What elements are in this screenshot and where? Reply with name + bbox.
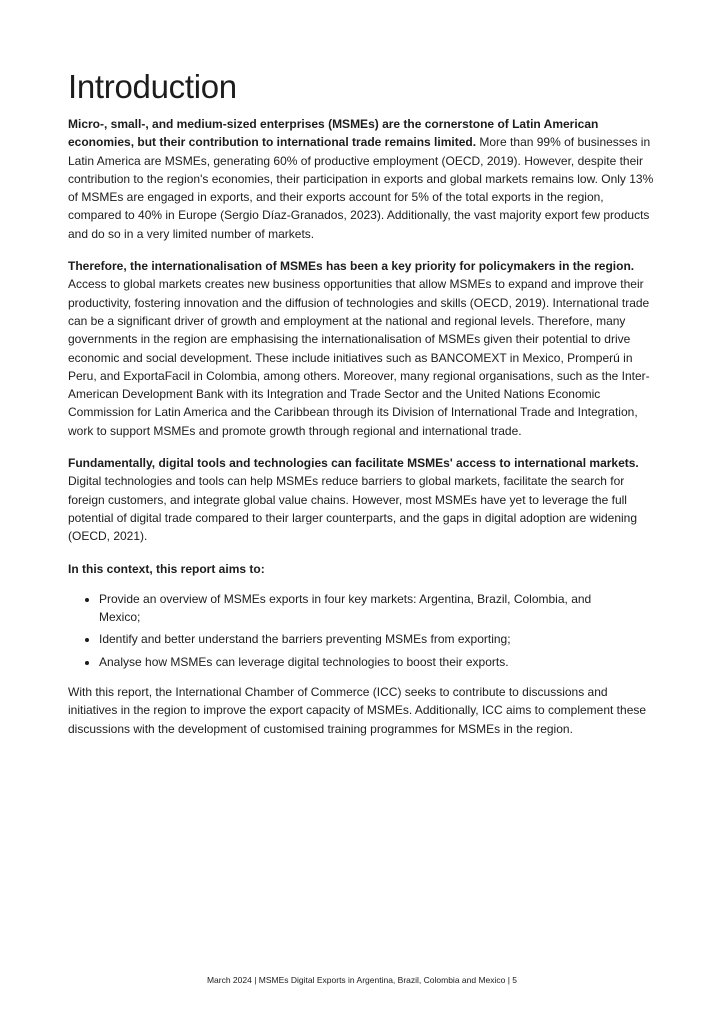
paragraph-lead: Therefore, the internationalisation of MSMEs has been a key priority for policymakers in the region. bbox=[68, 259, 635, 274]
paragraph-lead: Micro-, small-, and medium-sized enterprises (MSMEs) are the cornerstone of Latin American economies, but their contribution to international trade remains limited. bbox=[68, 117, 599, 150]
paragraph-msmes-overview bbox=[68, 115, 658, 243]
paragraph-body: More than 99% of businesses in Latin America are MSMEs, generating 60% of productive employment (OECD, 2019). However, despite their contribution to the region's economies, their participation in exports and global markets remains low. Only 13% of MSMEs are engaged in exports, and their exports account for 5% of the total exports in the region, compared to 40% in Europe (Sergio Díaz-Granados, 2023). Additionally, the vast majority export few products and do so in a very limited number of markets. bbox=[68, 135, 654, 241]
paragraph-internationalisation bbox=[68, 257, 658, 440]
paragraph-closing: With this report, the International Chamber of Commerce (ICC) seeks to contribute to discussions and initiatives in the region to improve the export capacity of MSMEs. Additionally, ICC aims to complement these discussions with the development of customised training programmes for MSMEs in the region. bbox=[68, 685, 647, 736]
paragraph-body: Access to global markets creates new business opportunities that allow MSMEs to expand and improve their productivity, fostering innovation and the diffusion of technologies and skills (OECD, 2019). International trade can be a significant driver of growth and employment at the national and regional levels. Therefore, many governments in the region are emphasising the internationalisation of MSMEs given their potential to drive economic and social development. These include initiatives such as BANCOMEXT in Mexico, Promperú in Peru, and ExportaFacil in Colombia, among others. Moreover, many regional organisations, such as the Inter-American Development Bank with its Integration and Trade Sector and the United Nations Economic Commission for Latin America and the Caribbean through its Division of International Trade and Integration, work to support MSMEs and promote growth through regional and international trade. bbox=[68, 277, 650, 438]
paragraph-lead: Fundamentally, digital tools and technologies can facilitate MSMEs' access to international markets. bbox=[68, 456, 639, 471]
list-item: Identify and better understand the barriers preventing MSMEs from exporting; bbox=[99, 630, 658, 648]
aims-heading: In this context, this report aims to: bbox=[68, 561, 265, 576]
list-item: Provide an overview of MSMEs exports in four key markets: Argentina, Brazil, Colombia, and Mexico; bbox=[99, 590, 658, 627]
paragraph-body: Digital technologies and tools can help MSMEs reduce barriers to global markets, facilitate the search for foreign customers, and integrate global value chains. However, most MSMEs have yet to leverage the full potential of digital trade compared to their larger counterparts, and the gaps in digital adoption are widening (OECD, 2021). bbox=[68, 474, 638, 544]
aims-list bbox=[68, 590, 658, 671]
paragraph-digital-tools bbox=[68, 454, 658, 545]
list-item: Analyse how MSMEs can leverage digital technologies to boost their exports. bbox=[99, 653, 658, 671]
page-footer: March 2024 | MSMEs Digital Exports in Argentina, Brazil, Colombia and Mexico | 5 bbox=[206, 975, 518, 985]
page-title: Introduction bbox=[68, 68, 237, 105]
main-content bbox=[68, 66, 658, 752]
